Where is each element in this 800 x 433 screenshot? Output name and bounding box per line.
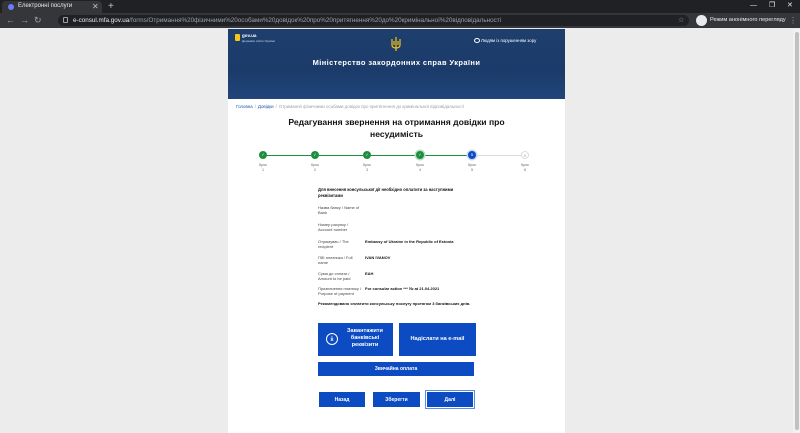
download-icon: ⤓ bbox=[326, 333, 338, 345]
detail-label: Призначення платежу / Purpose of payment bbox=[318, 286, 362, 297]
bookmark-star-icon[interactable]: ☆ bbox=[678, 17, 685, 24]
pay-button-label: Звичайна оплата bbox=[374, 366, 418, 372]
minimize-icon[interactable]: — bbox=[750, 2, 757, 9]
step-3-label: Крок 3 bbox=[363, 163, 371, 172]
back-button[interactable] bbox=[319, 392, 365, 407]
detail-label: Номер рахунку / Account number bbox=[318, 222, 349, 233]
gov-logo-icon[interactable] bbox=[235, 34, 240, 41]
download-requisites-button[interactable] bbox=[318, 323, 393, 356]
reload-icon[interactable]: ↻ bbox=[34, 15, 42, 25]
step-2-circle[interactable]: ✓ bbox=[311, 151, 319, 159]
page bbox=[228, 29, 565, 433]
step-1-label: Крок 1 bbox=[259, 163, 267, 172]
payment-note: Рекомендовано сплатити консульську послугу протягом 3 банківських днів. bbox=[318, 301, 471, 306]
stepper-connector bbox=[476, 155, 521, 156]
tab-title: Електронні послуги bbox=[18, 3, 73, 9]
ministry-name: Міністерство закордонних справ України bbox=[312, 58, 481, 67]
detail-value: EAH bbox=[365, 271, 374, 276]
detail-value: IVAN IVANOV bbox=[365, 255, 391, 260]
payment-intro: Для внесення консульської дії необхідно оплатити за наступними реквізитами bbox=[318, 187, 454, 198]
regular-payment-button[interactable] bbox=[318, 362, 474, 376]
scrollbar-thumb[interactable] bbox=[795, 32, 799, 430]
send-email-button[interactable] bbox=[399, 323, 476, 356]
stepper-connector bbox=[267, 155, 311, 156]
eye-icon[interactable] bbox=[474, 38, 480, 43]
stepper-connector bbox=[371, 155, 416, 156]
detail-label: Сума до сплати / Amount to be paid bbox=[318, 271, 351, 282]
browser-toolbar bbox=[0, 13, 800, 28]
next-button[interactable] bbox=[427, 392, 473, 407]
browser-menu-icon[interactable]: ⋮ bbox=[789, 16, 797, 25]
window-close-icon[interactable]: ✕ bbox=[787, 2, 793, 9]
save-button-label: Зберегти bbox=[385, 396, 408, 403]
step-2-label: Крок 2 bbox=[311, 163, 319, 172]
step-6-circle[interactable]: 6 bbox=[521, 151, 529, 159]
stepper-connector bbox=[424, 155, 468, 156]
site-header bbox=[228, 29, 565, 99]
url-text: e-consul.mfa.gov.ua/forms/Отримання%20фізичними%20особами%20довідок%20про%20притягнення%20до%20кримінальної%20відповідальності bbox=[73, 17, 502, 24]
detail-value: For consular action *** № at 21.04.2021 bbox=[365, 286, 440, 291]
stepper bbox=[228, 148, 565, 178]
trident-icon bbox=[390, 36, 402, 52]
restore-icon[interactable]: ❐ bbox=[769, 2, 776, 9]
forward-icon[interactable]: → bbox=[20, 15, 29, 25]
breadcrumb-section[interactable]: Довідки bbox=[257, 104, 274, 109]
browser-tabstrip bbox=[0, 0, 800, 13]
breadcrumb: Головна / Довідки / Отримання фізичними особами довідок про притягнення до кримінальної відповідальності bbox=[236, 104, 465, 109]
detail-value: Embassy of Ukraine in the Republic of Estonia bbox=[365, 239, 454, 244]
step-6-label: Крок 6 bbox=[521, 163, 529, 172]
browser-tab[interactable] bbox=[2, 1, 102, 13]
detail-label: Назва банку / Name of Bank bbox=[318, 205, 360, 216]
step-4-label: Крок 4 bbox=[416, 163, 424, 172]
step-1-circle[interactable]: ✓ bbox=[259, 151, 267, 159]
next-button-label: Далі bbox=[444, 396, 456, 403]
stepper-connector bbox=[319, 155, 363, 156]
gov-subtitle: Державні сайти України bbox=[242, 39, 276, 43]
breadcrumb-current: Отримання фізичними особами довідок про притягнення до кримінальної відповідальності bbox=[278, 104, 465, 109]
tab-close-icon[interactable]: ✕ bbox=[92, 2, 99, 11]
step-5-circle[interactable]: 5 bbox=[468, 151, 476, 159]
step-3-circle[interactable]: ✓ bbox=[363, 151, 371, 159]
back-button-label: Назад bbox=[334, 396, 350, 403]
detail-label: Отримувач / The recipient bbox=[318, 239, 349, 250]
detail-label: ПІБ платника / Full name bbox=[318, 255, 353, 266]
incognito-label: Режим анонімного перегляду bbox=[710, 17, 786, 23]
back-icon[interactable]: ← bbox=[6, 15, 15, 25]
page-title: Редагування звернення на отримання довідки про несудимість bbox=[288, 117, 505, 139]
download-button-label: Завантажити банківські реквізити bbox=[347, 328, 383, 348]
new-tab-icon[interactable]: + bbox=[108, 1, 114, 12]
favicon-icon bbox=[8, 4, 14, 10]
gov-title[interactable]: gov.ua bbox=[242, 33, 257, 38]
save-button[interactable] bbox=[373, 392, 420, 407]
step-5-label: Крок 5 bbox=[468, 163, 476, 172]
accessibility-link[interactable]: Людям із порушенням зору bbox=[481, 38, 537, 43]
lock-icon bbox=[63, 17, 68, 23]
address-bar[interactable] bbox=[58, 15, 689, 26]
breadcrumb-home[interactable]: Головна bbox=[236, 104, 253, 109]
incognito-icon bbox=[696, 15, 707, 26]
step-4-circle[interactable]: ✓ bbox=[416, 151, 424, 159]
email-button-label: Надіслати на e-mail bbox=[410, 336, 465, 342]
